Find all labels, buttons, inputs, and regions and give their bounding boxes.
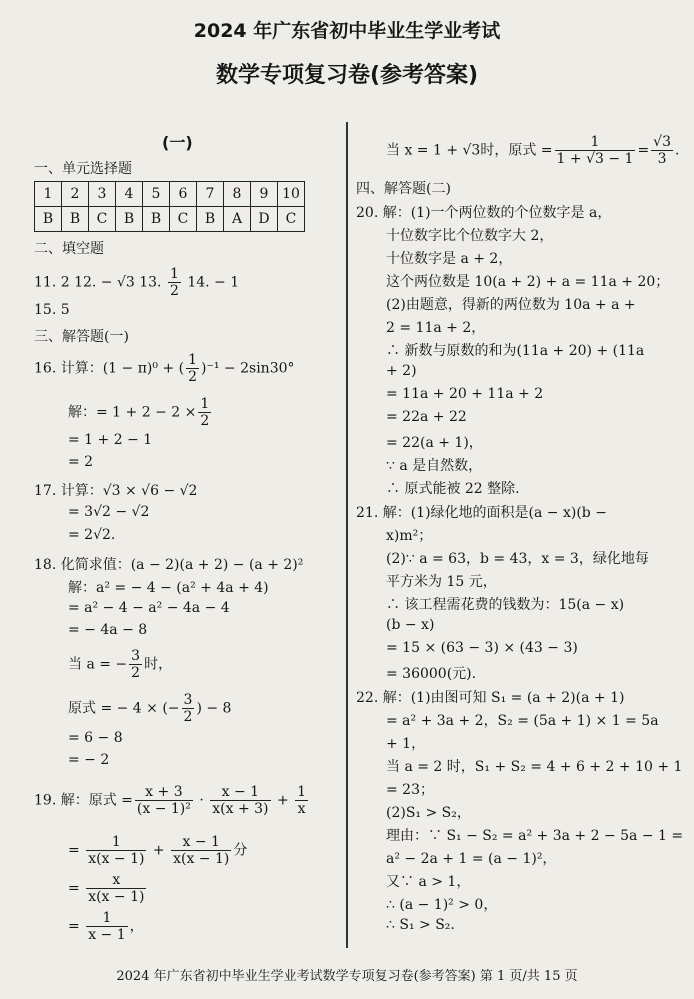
- document-title: 2024 年广东省初中毕业生学业考试: [193, 20, 501, 42]
- q22-line: 理由：∵ S₁ − S₂ = a² + 3a + 2 − 5a − 1 =: [386, 828, 684, 844]
- q19-conclusion: 当 x = 1 + √3时，原式 = $\frac{1}{1 + √3 - 1}$ = $\frac{√3}{3}$ .: [386, 134, 680, 167]
- q22-line: 当 a = 2 时，S₁ + S₂ = 4 + 6 + 2 + 10 + 1: [386, 759, 683, 775]
- q16-step3: = 2: [68, 454, 94, 470]
- q18-step3: = − 4a − 8: [68, 622, 148, 638]
- table-cell: B: [62, 207, 89, 232]
- table-cell: B: [35, 207, 62, 232]
- table-cell: B: [197, 207, 224, 232]
- q21-line: x)m²；: [386, 528, 433, 544]
- answer-table: [34, 181, 305, 232]
- q21-line: ∴ 该工程需花费的钱数为：15(a − x): [386, 597, 625, 613]
- table-cell: 5: [143, 182, 170, 207]
- table-cell: 9: [251, 182, 278, 207]
- q16-title: 16. 计算：(1 − π)⁰ + ( $\frac{1}{2}$ )⁻¹ − 2sin30°: [34, 352, 295, 385]
- fill-answer-15: 15. 5: [34, 302, 70, 318]
- table-cell: C: [170, 207, 197, 232]
- q18-step6: = 6 − 8: [68, 730, 123, 746]
- fraction: $\frac{√3}{3}$: [653, 134, 671, 167]
- fraction: $\frac{1}{2}$: [188, 352, 198, 385]
- column-divider: [346, 122, 348, 948]
- part2-heading: 二、填空题: [34, 241, 104, 257]
- q18-step7: = − 2: [68, 752, 110, 768]
- q21-line: = 36000(元).: [386, 666, 477, 682]
- table-cell: B: [116, 207, 143, 232]
- fraction: $\frac{1}{2}$: [200, 396, 210, 429]
- q22-line: ∴ (a − 1)² > 0，: [386, 897, 498, 913]
- q22-line: 22. 解：(1)由图可知 S₁ = (a + 2)(a + 1): [356, 690, 625, 706]
- part1-heading: 一、单元选择题: [34, 161, 132, 177]
- q22-line: a² − 2a + 1 = (a − 1)²，: [386, 851, 557, 867]
- table-cell: 8: [224, 182, 251, 207]
- fraction: $\frac{1}{2}$: [169, 266, 179, 299]
- table-cell: 7: [197, 182, 224, 207]
- q22-line: = 23；: [386, 782, 434, 798]
- table-cell: 10: [278, 182, 305, 207]
- q19-line3: = $\frac{x}{x(x - 1)}$: [68, 872, 145, 905]
- q20-line: ∴ 原式能被 22 整除.: [386, 481, 520, 497]
- fraction: $\frac{x - 1}{x(x - 1)}$: [173, 834, 230, 867]
- fill-answers-text: 11. 2 12. − √3 13.: [34, 274, 162, 291]
- fraction: $\frac{x}{x(x - 1)}$: [88, 872, 145, 905]
- q21-line: 21. 解：(1)绿化地的面积是(a − x)(b −: [356, 505, 607, 521]
- page-footer: 2024 年广东省初中毕业生学业考试数学专项复习卷(参考答案) 第 1 页/共 15 页: [116, 969, 578, 984]
- table-cell: A: [224, 207, 251, 232]
- q20-line: 20. 解：(1)一个两位数的个位数字是 a，: [356, 205, 612, 221]
- table-cell: D: [251, 207, 278, 232]
- table-cell: C: [89, 207, 116, 232]
- fraction: $\frac{1}{x - 1}$: [88, 910, 126, 943]
- q22-line: = a² + 3a + 2，S₂ = (5a + 1) × 1 = 5a: [386, 713, 659, 729]
- q17-title: 17. 计算：√3 × √6 − √2: [34, 483, 198, 499]
- document-subtitle: 数学专项复习卷(参考答案): [215, 63, 479, 88]
- q19-line2: = $\frac{1}{x(x - 1)}$ + $\frac{x - 1}{x(x - 1)}$ 分: [68, 834, 248, 867]
- q19-line1: 19. 解：原式 = $\frac{x + 3}{\text{(x − 1)²}}$ · $\frac{x - 1}{x(x + 3)}$ + $\frac{1}{x}$: [34, 784, 307, 817]
- part3-heading: 三、解答题(一): [34, 329, 129, 345]
- table-cell: C: [278, 207, 305, 232]
- fraction: $\frac{1}{x}$: [297, 784, 307, 817]
- q21-line: = 15 × (63 − 3) × (43 − 3): [386, 640, 578, 656]
- table-cell: 6: [170, 182, 197, 207]
- q18-title: 18. 化简求值：(a − 2)(a + 2) − (a + 2)²: [34, 557, 304, 573]
- answer-table-numbers-row: [35, 182, 305, 207]
- q20-line: 十位数字比个位数字大 2，: [386, 228, 554, 244]
- q21-line: (b − x): [386, 617, 435, 633]
- q16-step1: 解：= 1 + 2 − 2 × $\frac{1}{2}$: [68, 396, 210, 429]
- fraction: $\frac{x - 1}{x(x + 3)}$: [212, 784, 269, 817]
- q22-line: ∴ S₁ > S₂.: [386, 917, 455, 933]
- fraction: $\frac{1}{1 + √3 - 1}$: [556, 134, 634, 167]
- q20-line: = 22(a + 1)，: [386, 435, 483, 451]
- q19-line4: = $\frac{1}{x - 1}$ ，: [68, 910, 144, 943]
- q20-line: ∴ 新数与原数的和为(11a + 20) + (11a: [386, 343, 645, 359]
- q20-line: = 11a + 20 + 11a + 2: [386, 386, 544, 402]
- q22-line: + 1，: [386, 736, 426, 752]
- q22-line: 又∵ a > 1，: [386, 874, 471, 890]
- answer-table-answers-row: [35, 207, 305, 232]
- q20-line: 2 = 11a + 2，: [386, 320, 486, 336]
- fraction: $\frac{x + 3}{\text{(x − 1)²}}$: [136, 784, 191, 817]
- q18-step2: = a² − 4 − a² − 4a − 4: [68, 600, 230, 616]
- q20-line: 十位数字是 a + 2，: [386, 251, 513, 267]
- table-cell: B: [143, 207, 170, 232]
- q18-step1: 解：a² = − 4 − (a² + 4a + 4): [68, 580, 269, 596]
- table-cell: 4: [116, 182, 143, 207]
- fill-answers-line: [34, 266, 239, 299]
- q18-step4: 当 a = − $\frac{3}{2}$ 时，: [68, 648, 173, 681]
- fraction: $\frac{3}{2}$: [183, 692, 193, 725]
- q20-line: ∵ a 是自然数，: [386, 458, 483, 474]
- q20-line: (2)由题意，得新的两位数为 10a + a +: [386, 297, 636, 313]
- q22-line: (2)S₁ > S₂，: [386, 805, 471, 821]
- table-cell: 2: [62, 182, 89, 207]
- q18-step5: 原式 = − 4 × (− $\frac{3}{2}$ ) − 8: [68, 692, 232, 725]
- q20-line: 这个两位数是 10(a + 2) + a = 11a + 20；: [386, 274, 670, 290]
- q16-step2: = 1 + 2 − 1: [68, 432, 153, 448]
- table-cell: 1: [35, 182, 62, 207]
- fraction: $\frac{1}{x(x - 1)}$: [88, 834, 145, 867]
- table-cell: 3: [89, 182, 116, 207]
- q17-step2: = 2√2.: [68, 527, 116, 543]
- fill-answers-tail: 14. − 1: [187, 274, 240, 291]
- q20-line: = 22a + 22: [386, 409, 467, 425]
- q17-step1: = 3√2 − √2: [68, 504, 150, 520]
- fraction: $\frac{3}{2}$: [131, 648, 141, 681]
- q21-line: (2)∵ a = 63，b = 43，x = 3，绿化地每: [386, 551, 649, 567]
- section-number: (一): [162, 133, 193, 152]
- part4-heading: 四、解答题(二): [356, 181, 451, 197]
- q20-line: + 2): [386, 363, 417, 379]
- q21-line: 平方米为 15 元，: [386, 574, 497, 590]
